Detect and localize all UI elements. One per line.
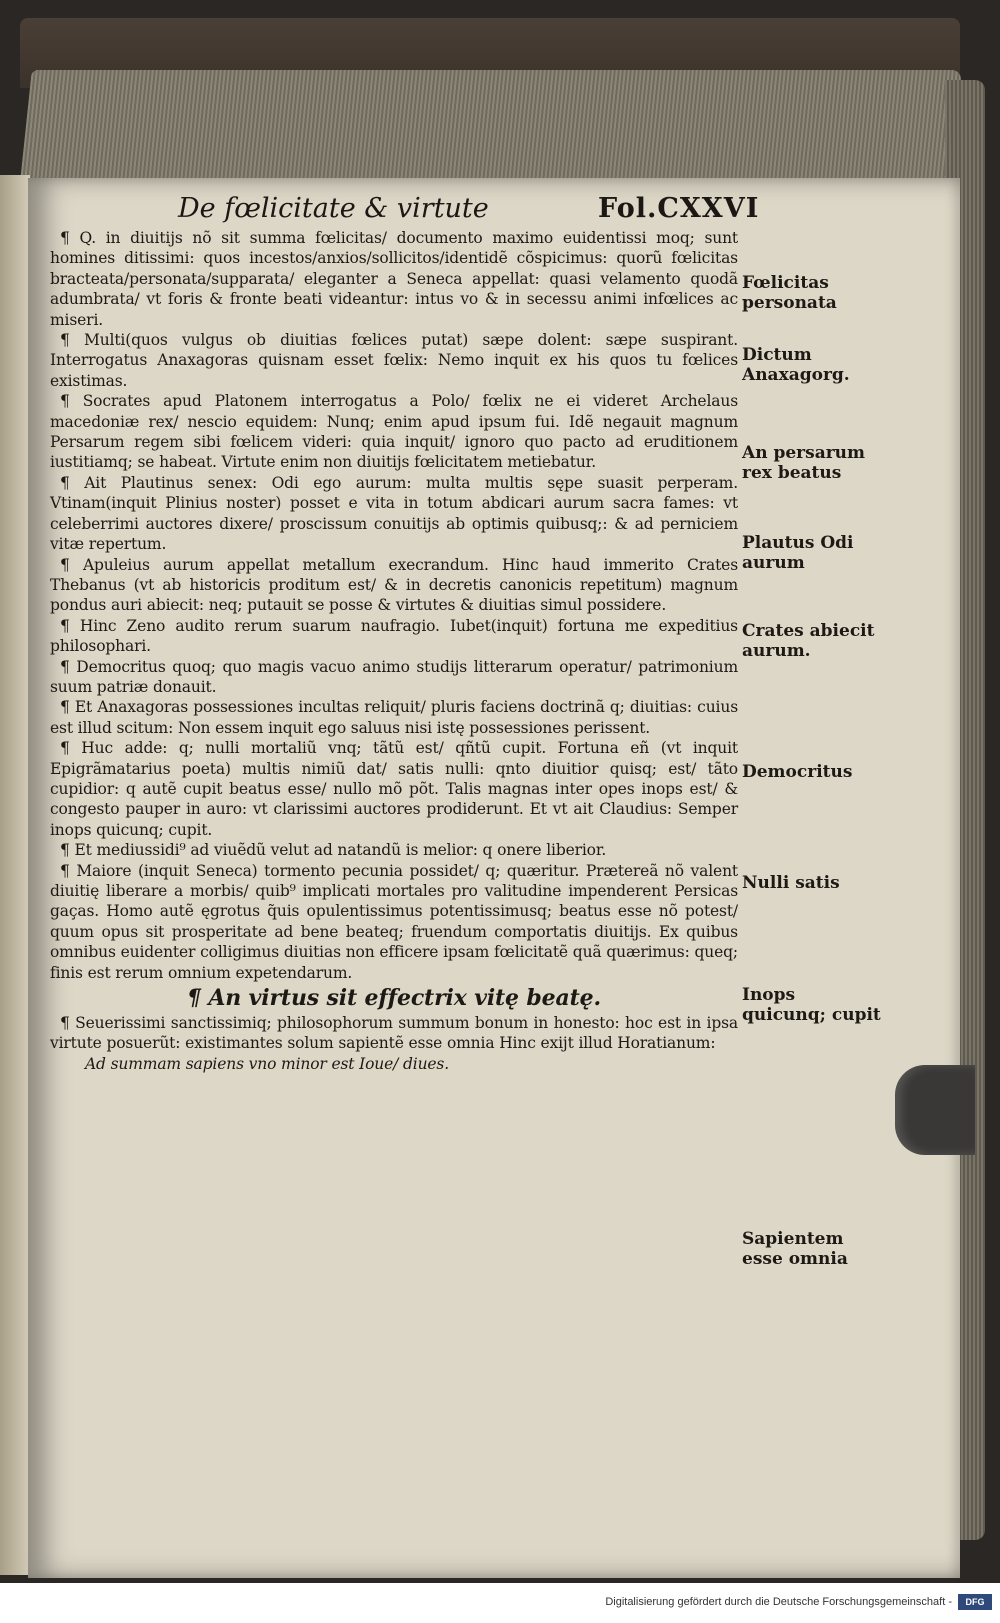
margin-note: An persarum rex beatus	[742, 443, 866, 483]
margin-note: Crates abiecit aurum.	[742, 621, 875, 661]
paragraph: ¶ Et mediussidi⁹ ad viuẽdũ velut ad natandũ is melior: q onere liberior.	[60, 841, 607, 860]
folio-number: Fol.CXXVI	[598, 193, 760, 224]
margin-note: Dictum Anaxagorg.	[742, 345, 850, 385]
page-clip	[895, 1065, 975, 1155]
paragraph: ¶ Socrates apud Platonem interrogatus a Polo/ fœlix ne ei videret Archelaus macedoniæ rex/ nescio equidem: Nunq; enim apud ipsum fui. Idẽ negauit magnum Persarum regem sibi fœlicem videri: quia inquit/ ignoro quo pacto ad eruditionem iustitiamq; se habeat. Virtute enim non diuitijs fœlicitatem metiebatur.	[50, 392, 738, 472]
page-header	[178, 193, 800, 227]
margin-note: Nulli satis	[742, 873, 840, 893]
verse-quote: Ad summam sapiens vno minor est Ioue/ diues.	[85, 1054, 450, 1073]
paragraph: ¶ Maiore (inquit Seneca) tormento pecunia possidet/ q; quæritur. Prætereã nõ valent diuitię liberare a morbis/ quib⁹ implicati mortales pro valitudine impenderent Persicas gaças. Homo autẽ ęgrotus q̃uis opulentissimus potentissimusq; beatus esse nõ potest/ quum opus sit prosperitate ad bene beateq; fruendum comportatis diuitijs. Ex quibus omnibus euidenter colligimus diuitias non efficere ipsam fœlicitatẽ quã quærimus: queq; finis est rerum omnium expetendarum.	[50, 861, 738, 982]
paragraph: ¶ Hinc Zeno audito rerum suarum naufragio. Iubet(inquit) fortuna me expeditius philosophari.	[50, 616, 738, 656]
section-heading: ¶ An virtus sit effectrix vitę beatę.	[187, 985, 601, 1012]
paragraph: ¶ Seuerissimi sanctissimiq; philosophorum summum bonum in honesto: hoc est in ipsa virtute posuerũt: existimantes solum sapientẽ esse omnia Hinc exijt illud Horatianum:	[50, 1014, 738, 1053]
facing-page-edge	[0, 175, 30, 1575]
main-text	[50, 228, 738, 1074]
margin-note: Plautus Odi aurum	[742, 533, 854, 573]
running-head: De fœlicitate & virtute	[178, 193, 489, 224]
footer-bar	[0, 1583, 1000, 1623]
paragraph: ¶ Q. in diuitijs nõ sit summa fœlicitas/ documento maximo euidentissi moq; sunt homines ditissimi: quos incestos/anxios/sollicitos/identidẽ cõspicimus: quorũ fœlicitas bracteata/personata/supparata/ eleganter a Seneca appellat: quasi velamento quodã adumbrata/ vt foris & fronte beati videantur: intus vo & in secessu animi infœlices ac miseri.	[50, 229, 738, 329]
paragraph: ¶ Huc adde: q; nulli mortaliũ vnq; tãtũ est/ qñtũ cupit. Fortuna eñ (vt inquit Epigrãmatarius poeta) multis nimiũ dat/ satis nulli: qnto diuitior quisq; est/ tãto cupidior: q autẽ cupit beatus esse/ nullo mõ põt. Talis magnas inter opes inops est/ & congesto pauper in auro: vt clarissimi auctores prodiderunt. Et vt ait Claudius: Semper inops quicunq; cupit.	[50, 739, 738, 839]
paragraph: ¶ Apuleius aurum appellat metallum execrandum. Hinc haud immerito Crates Thebanus (vt ab historicis proditum est/ & in decretis canonicis repetitum) magnum pondus auri abiecit: neq; putauit se posse & virtutes & diuitias simul possidere.	[50, 555, 738, 615]
funding-credit: Digitalisierung gefördert durch die Deutsche Forschungsgemeinschaft -	[605, 1596, 952, 1608]
margin-note: Fœlicitas personata	[742, 273, 837, 313]
margin-note: Inops quicunq; cupit	[742, 985, 881, 1025]
paragraph: ¶ Et Anaxagoras possessiones incultas reliquit/ pluris faciens doctrinã q; diuitias: cuius est illud scitum: Non essem inquit ego saluus nisi istę possessiones perissent.	[50, 698, 738, 737]
margin-note: Democritus	[742, 762, 853, 782]
paragraph: ¶ Democritus quoq; quo magis vacuo animo studijs litterarum operatur/ patrimonium suum patriæ donauit.	[50, 657, 738, 696]
paragraph: ¶ Multi(quos vulgus ob diuitias fœlices putat) sæpe dolent: sæpe suspirant. Interrogatus Anaxagoras quisnam esset fœlix: Nemo inquit ex his quos tu fœlices existimas.	[50, 331, 738, 390]
paragraph: ¶ Ait Plautinus senex: Odi ego aurum: multa multis sępe suasit perperam. Vtinam(inquit Plinius noster) posset e vita in totum abdicari aurum sacra fames: vt celeberrimi auctores dixere/ proscissum conuitijs ab optimis quibusq;: & ad perniciem vitæ repertum.	[50, 473, 738, 554]
margin-note: Sapientem esse omnia	[742, 1229, 848, 1269]
dfg-logo: DFG	[958, 1594, 992, 1610]
